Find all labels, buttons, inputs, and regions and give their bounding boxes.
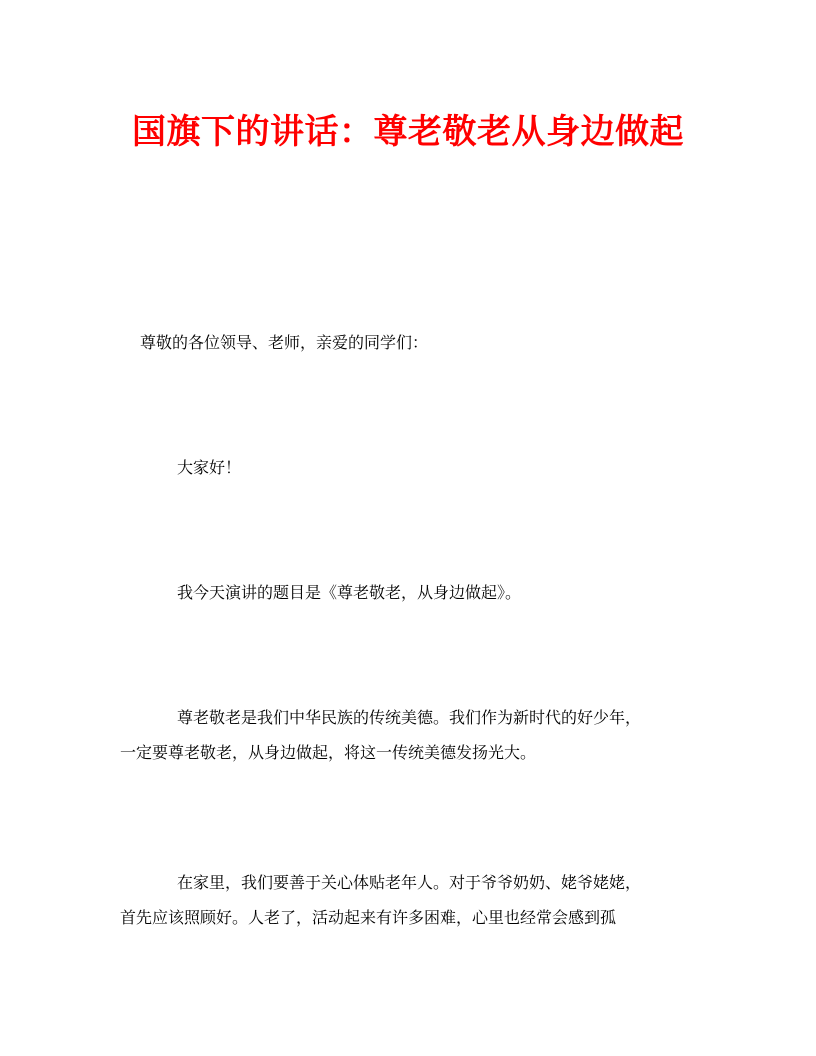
body-paragraph-topic: [120, 575, 700, 610]
body-paragraph-virtue: [120, 700, 700, 770]
paragraph-line: 尊老敬老是我们中华民族的传统美德。我们作为新时代的好少年，: [177, 708, 642, 727]
greeting-paragraph: [120, 450, 700, 485]
paragraph-line: 一定要尊老敬老，从身边做起，将这一传统美德发扬光大。: [120, 743, 537, 762]
paragraph-line: 首先应该照顾好。人老了，活动起来有许多困难，心里也经常会感到孤: [120, 908, 617, 927]
greeting-text: 大家好！: [177, 458, 242, 477]
salutation-paragraph: [120, 325, 700, 360]
salutation-text: 尊敬的各位领导、老师，亲爱的同学们：: [140, 333, 429, 352]
paragraph-line: 在家里，我们要善于关心体贴老年人。对于爷爷奶奶、姥爷姥姥，: [177, 873, 642, 892]
paragraph-line: 我今天演讲的题目是《尊老敬老，从身边做起》。: [177, 583, 522, 602]
body-paragraph-home: [120, 865, 700, 935]
document-title: 国旗下的讲话：尊老敬老从身边做起: [132, 112, 684, 152]
